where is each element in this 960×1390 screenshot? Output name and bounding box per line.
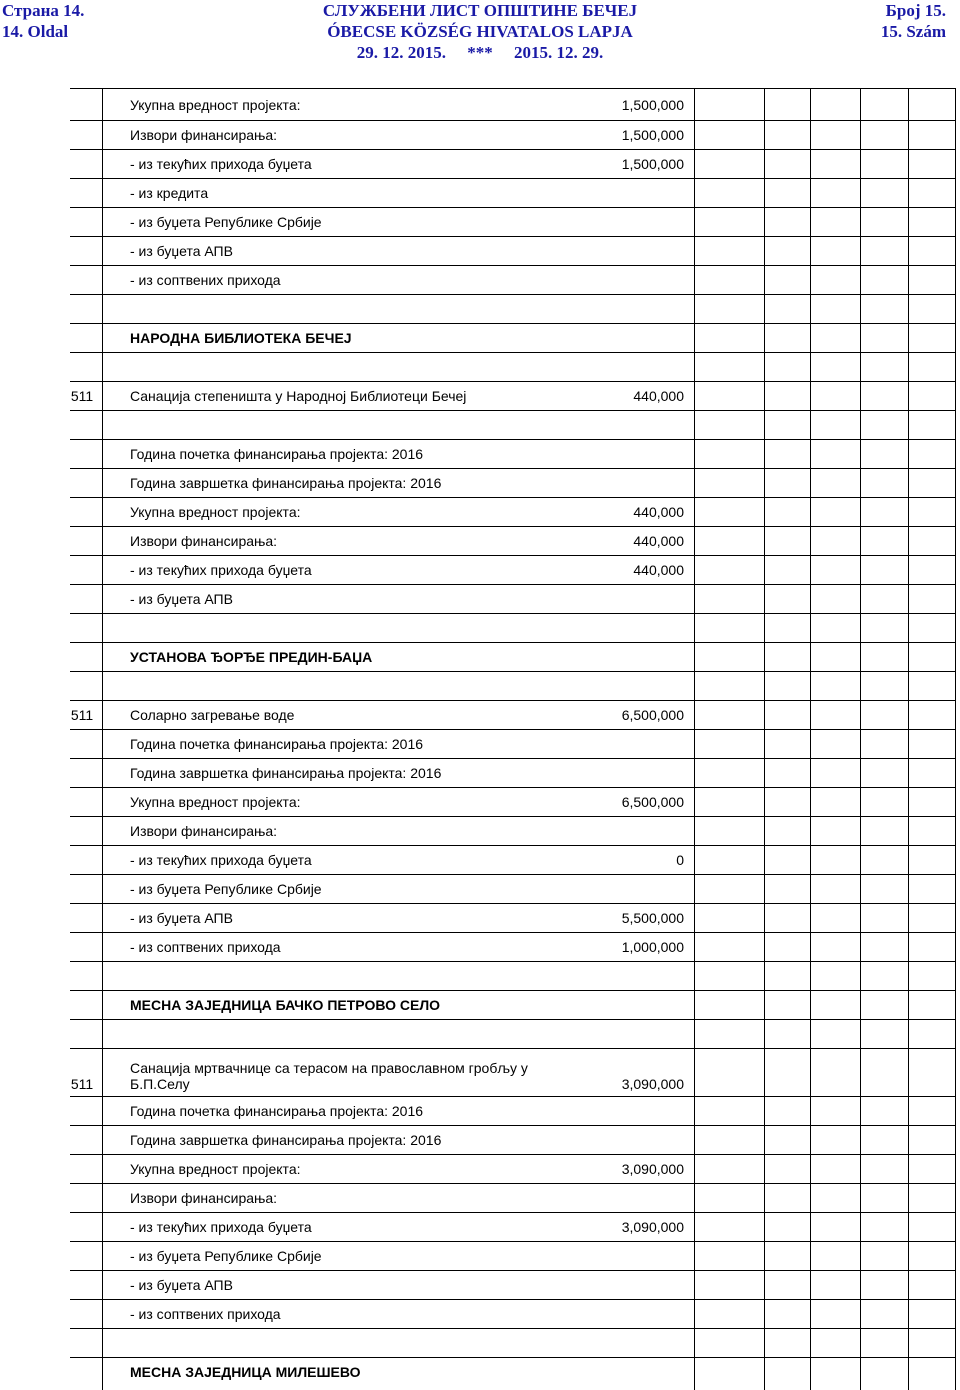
account-code [70,179,94,207]
table-row [70,1019,956,1048]
account-code [70,440,94,468]
row-amount [550,208,684,236]
header-center [0,0,960,63]
table-row [70,1357,956,1386]
account-code [70,904,94,932]
row-amount [550,179,684,207]
account-code [70,150,94,178]
table-row [70,88,956,120]
table-row [70,410,956,439]
account-code [70,788,94,816]
row-description: Извори финансирања: [130,127,278,143]
row-amount [550,1097,684,1125]
account-code [70,498,94,526]
row-amount [550,672,684,700]
row-description: - из буџета Републике Србије [130,881,322,897]
row-amount [550,962,684,990]
section-heading: УСТАНОВА ЂОРЂЕ ПРЕДИН-БАЏА [130,649,373,665]
account-code [70,1300,94,1328]
page-number-sr: Страна 14. [2,1,85,20]
table-row [70,903,956,932]
table-row [70,729,956,758]
account-code [70,353,94,381]
budget-table [70,88,956,1390]
section-heading: МЕСНА ЗАЈЕДНИЦА МИЛЕШЕВО [130,1364,361,1380]
account-code [70,1020,94,1048]
account-code [70,1184,94,1212]
account-code [70,469,94,497]
row-description: - из соптвених прихода [130,272,281,288]
row-amount: 440,000 [633,533,684,549]
table-row [70,236,956,265]
account-code: 511 [70,388,94,404]
account-code [70,1329,94,1357]
account-code [70,411,94,439]
table-row [70,874,956,903]
row-amount [550,991,684,1019]
row-amount [550,237,684,265]
issue-number-hu: 15. Szám [880,22,946,41]
account-code [70,295,94,323]
row-description: - из буџета АПВ [130,243,233,259]
row-description: Извори финансирања: [130,533,278,549]
account-code [70,324,94,352]
row-description: - из буџета Републике Србије [130,1248,322,1264]
account-code [70,962,94,990]
row-amount: 0 [676,852,684,868]
row-description: - из соптвених прихода [130,939,281,955]
account-code [70,1358,94,1386]
table-row [70,642,956,671]
table-row [70,990,956,1019]
row-amount: 5,500,000 [621,910,684,926]
row-amount [550,295,684,323]
table-row [70,1299,956,1328]
row-amount: 1,500,000 [621,96,684,113]
row-amount [550,411,684,439]
row-amount: 3,090,000 [621,1076,684,1092]
row-description: Извори финансирања: [130,1190,278,1206]
table-row [70,265,956,294]
table-row [70,323,956,352]
row-amount [550,1300,684,1328]
account-code [70,933,94,961]
table-row [70,758,956,787]
row-amount [550,324,684,352]
row-amount: 6,500,000 [621,794,684,810]
table-row [70,816,956,845]
table-row [70,1096,956,1125]
row-amount: 1,000,000 [621,939,684,955]
account-code [70,1155,94,1183]
row-description: - из буџета Републике Србије [130,214,322,230]
account-code [70,1097,94,1125]
account-code [70,991,94,1019]
row-description: - из кредита [130,185,209,201]
row-amount: 1,500,000 [621,156,684,172]
table-row [70,294,956,323]
row-amount [550,440,684,468]
row-description: Година почетка финансирања пројекта: 2016 [130,1103,424,1119]
table-row [70,1328,956,1357]
table-row [70,1241,956,1270]
section-heading: НАРОДНА БИБЛИОТЕКА БЕЧЕЈ [130,330,352,346]
row-amount: 440,000 [633,562,684,578]
account-code [70,759,94,787]
header-left [2,0,84,42]
row-description: - из текућих прихода буџета [130,156,312,172]
row-amount [550,759,684,787]
row-description: Година завршетка финансирања пројекта: 2016 [130,1132,442,1148]
table-row [70,149,956,178]
row-description: Укупна вредност пројекта: [130,794,301,810]
header-right [881,0,946,42]
table-row [70,1154,956,1183]
table-row [70,120,956,149]
row-amount [550,1358,684,1386]
account-code [70,527,94,555]
table-row [70,207,956,236]
row-description: - из текућих прихода буџета [130,562,312,578]
table-row [70,1048,956,1096]
account-code [70,730,94,758]
row-amount [550,817,684,845]
row-description: Година почетка финансирања пројекта: 2016 [130,446,424,462]
table-row [70,613,956,642]
account-code [70,208,94,236]
table-row [70,381,956,410]
row-amount [550,1184,684,1212]
account-code [70,1242,94,1270]
account-code [70,817,94,845]
gazette-title-hu: ÓBECSE KÖZSÉG HIVATALOS LAPJA [327,22,633,41]
row-description: Укупна вредност пројекта: [130,1161,301,1177]
table-row [70,526,956,555]
row-amount: 6,500,000 [621,707,684,723]
table-row [70,584,956,613]
row-description: Санација степеништа у Народној Библиотеци Бечеј [130,388,467,404]
row-description: Година завршетка финансирања пројекта: 2016 [130,765,442,781]
row-amount [550,469,684,497]
row-description: - из буџета АПВ [130,910,233,926]
gazette-title-sr: СЛУЖБЕНИ ЛИСТ ОПШТИНЕ БЕЧЕЈ [322,1,638,20]
row-description: - из соптвених прихода [130,1306,281,1322]
account-code [70,672,94,700]
gazette-date: 29. 12. 2015. *** 2015. 12. 29. [356,43,604,62]
row-description: - из буџета АПВ [130,1277,233,1293]
row-description: Извори финансирања: [130,823,278,839]
row-description: Година почетка финансирања пројекта: 2016 [130,736,424,752]
row-amount [550,1242,684,1270]
account-code [70,89,94,120]
table-row [70,439,956,468]
row-amount: 3,090,000 [621,1219,684,1235]
row-amount: 3,090,000 [621,1161,684,1177]
row-amount [550,614,684,642]
account-code [70,643,94,671]
account-code: 511 [70,1076,94,1092]
table-row [70,178,956,207]
row-amount [550,643,684,671]
page-header [0,0,960,64]
table-row [70,787,956,816]
row-amount [550,1271,684,1299]
row-amount [550,266,684,294]
page-number-hu: 14. Oldal [2,22,69,41]
table-row [70,497,956,526]
row-amount: 440,000 [633,388,684,404]
row-amount [550,875,684,903]
table-row [70,671,956,700]
issue-number-sr: Број 15. [885,1,946,20]
row-amount [550,353,684,381]
table-row [70,1212,956,1241]
row-amount [550,1126,684,1154]
row-amount: 1,500,000 [621,127,684,143]
table-row [70,845,956,874]
table-row [70,1125,956,1154]
table-row [70,700,956,729]
account-code [70,1126,94,1154]
account-code [70,1213,94,1241]
table-row [70,1183,956,1212]
row-amount [550,730,684,758]
row-description: - из буџета АПВ [130,591,233,607]
table-row [70,555,956,584]
row-amount: 440,000 [633,504,684,520]
row-amount [550,585,684,613]
row-description: Година завршетка финансирања пројекта: 2016 [130,475,442,491]
account-code [70,846,94,874]
row-description: Укупна вредност пројекта: [130,504,301,520]
account-code [70,266,94,294]
account-code [70,614,94,642]
account-code [70,875,94,903]
table-row [70,468,956,497]
table-row [70,961,956,990]
account-code [70,556,94,584]
row-description: Соларно загревање воде [130,707,295,723]
table-row [70,1270,956,1299]
row-description: - из текућих прихода буџета [130,1219,312,1235]
row-description: - из текућих прихода буџета [130,852,312,868]
row-description: Укупна вредност пројекта: [130,96,301,113]
account-code: 511 [70,707,94,723]
row-amount [550,1329,684,1357]
table-row [70,352,956,381]
account-code [70,585,94,613]
row-amount [550,1020,684,1048]
account-code [70,237,94,265]
account-code [70,121,94,149]
row-description: Санација мртвачнице са терасом на православном гробљу у Б.П.Селу [130,1060,528,1092]
section-heading: МЕСНА ЗАЈЕДНИЦА БАЧКО ПЕТРОВО СЕЛО [130,997,441,1013]
account-code [70,1271,94,1299]
table-row [70,932,956,961]
